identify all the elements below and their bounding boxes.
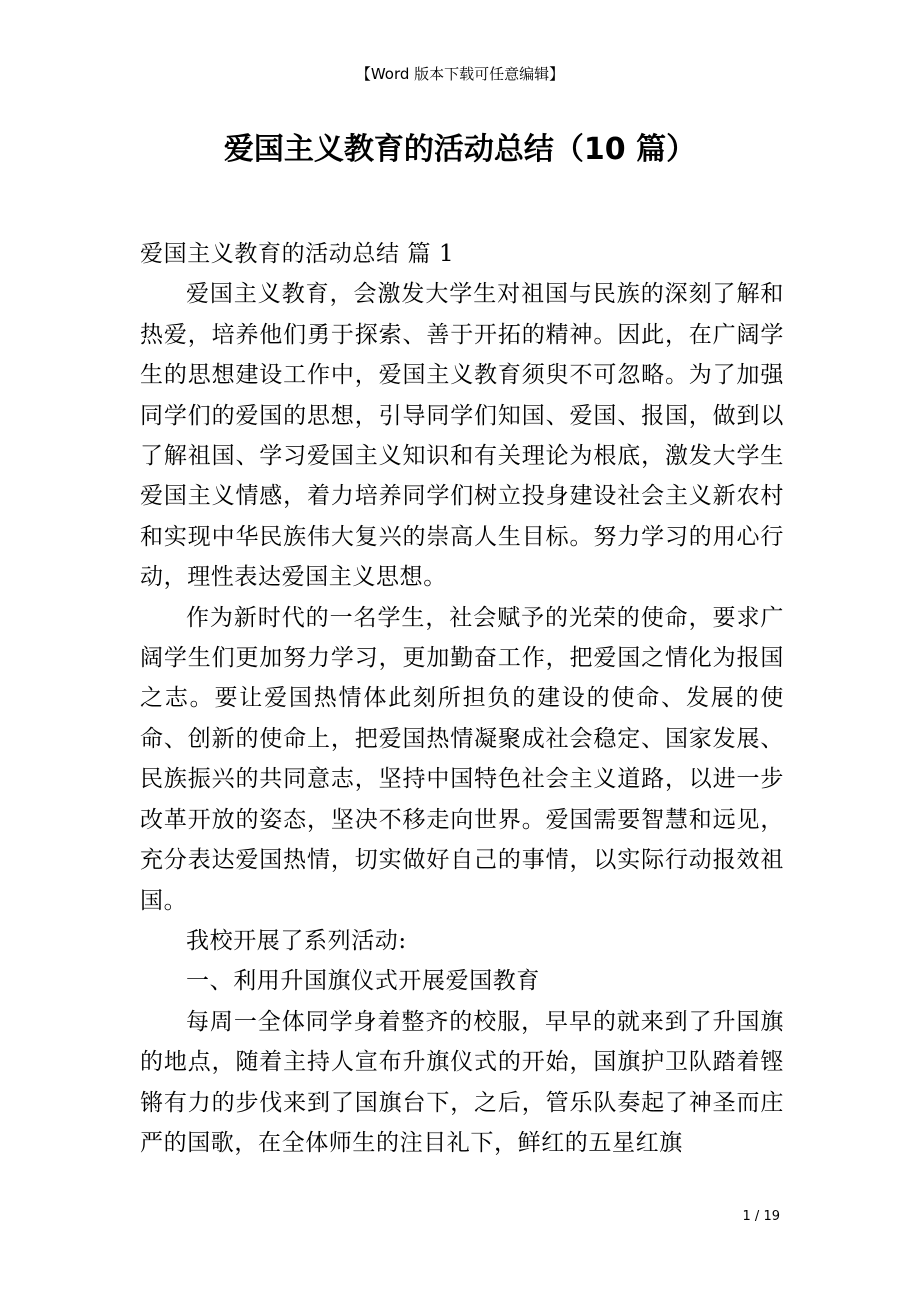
- page-number: 1 / 19: [742, 1209, 780, 1224]
- document-title: 爱国主义教育的活动总结（10 篇）: [223, 132, 697, 167]
- paragraph-1: 爱国主义教育，会激发大学生对祖国与民族的深刻了解和热爱，培养他们勇于探索、善于开拓的精神。因此，在广阔学生的思想建设工作中，爱国主义教育须臾不可忽略。为了加强同学们的爱国的思想，引导同学们知国、爱国、报国，做到以了解祖国、学习爱国主义知识和有关理论为根底，激发大学生爱国主义情感，着力培养同学们树立投身建设社会主义新农村和实现中华民族伟大复兴的崇高人生目标。努力学习的用心行动，理性表达爱国主义思想。: [140, 281, 784, 591]
- header-note: 【Word 版本下载可任意编辑】: [355, 65, 565, 83]
- paragraph-2: 作为新时代的一名学生，社会赋予的光荣的使命，要求广阔学生们更加努力学习，更加勤奋工作，把爱国之情化为报国之志。要让爱国热情体此刻所担负的建设的使命、发展的使命、创新的使命上，把爱国热情凝聚成社会稳定、国家发展、民族振兴的共同意志，坚持中国特色社会主义道路，以进一步改革开放的姿态，坚决不移走向世界。爱国需要智慧和远见，充分表达爱国热情，切实做好自己的事情，以实际行动报效祖国。: [140, 604, 784, 914]
- section-heading: 爱国主义教育的活动总结 篇 1: [140, 241, 455, 267]
- paragraph-4: 每周一全体同学身着整齐的校服，早早的就来到了升国旗的地点，随着主持人宣布升旗仪式的开始，国旗护卫队踏着铿锵有力的步伐来到了国旗台下，之后，管乐队奏起了神圣而庄严的国歌，在全体师生的注目礼下，鲜红的五星红旗: [140, 1008, 784, 1156]
- document-body: [140, 234, 784, 1163]
- paragraph-3: 我校开展了系列活动:: [186, 927, 407, 954]
- subheading-1: 一、利用升国旗仪式开展爱国教育: [186, 968, 540, 995]
